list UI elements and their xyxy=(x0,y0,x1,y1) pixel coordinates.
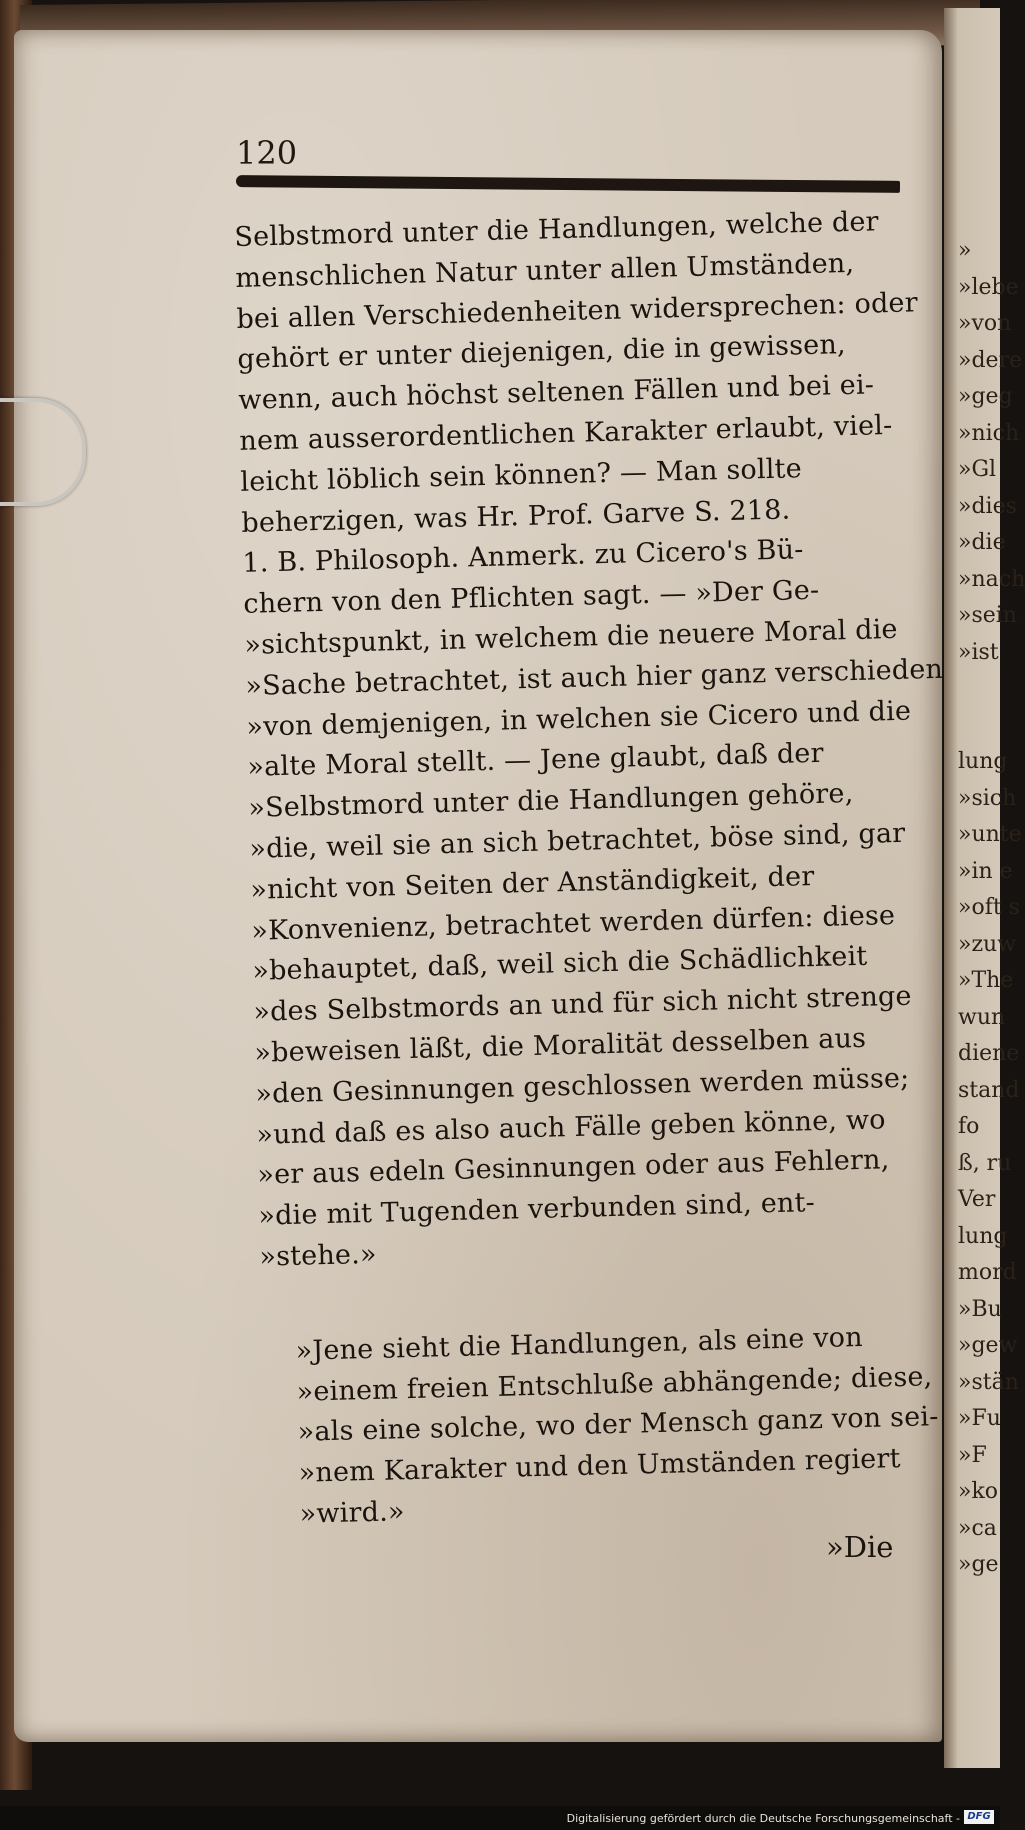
facing-page-text-fragment: »geg xyxy=(958,384,1013,409)
facing-page-text-fragment: »ist xyxy=(958,639,999,665)
facing-page-text-fragment: »oft s xyxy=(958,895,1020,920)
facing-page-text-fragment: diene xyxy=(958,1041,1020,1066)
facing-page-edge xyxy=(944,8,1025,1768)
text-line: »des Selbstmords an und für sich nicht strenge xyxy=(253,980,912,1028)
facing-page-text-fragment: »in e xyxy=(958,858,1013,884)
facing-page-text-fragment: »nich xyxy=(958,420,1020,446)
facing-page-text-fragment: fo xyxy=(958,1114,980,1139)
text-line: »als eine solche, wo der Mensch ganz von sei- xyxy=(297,1401,939,1449)
text-line: »behauptet, daß, weil sich die Schädlichkeit xyxy=(252,941,868,988)
text-line: »Sache betrachtet, ist auch hier ganz verschieden xyxy=(245,653,944,702)
page-number: 120 xyxy=(236,134,298,172)
facing-page-text-fragment: »sich xyxy=(958,785,1017,811)
text-line: »und daß es also auch Fälle geben könne, wo xyxy=(256,1103,887,1151)
facing-page-text-fragment: lung xyxy=(958,1223,1008,1249)
text-line: menschlichen Natur unter allen Umständen, xyxy=(235,247,855,294)
facing-page-text-fragment: »unte xyxy=(958,822,1022,847)
dfg-logo: DFG xyxy=(964,1810,994,1824)
facing-page-text-fragment: lung xyxy=(958,749,1008,774)
page-text xyxy=(234,202,944,1537)
text-line: 1. B. Philosoph. Anmerk. zu Cicero's Bü- xyxy=(242,534,804,580)
text-line: »Jene sieht die Handlungen, als eine von xyxy=(295,1321,864,1367)
facing-page-text-fragment: »ge xyxy=(958,1552,999,1577)
text-line: chern von den Pflichten sagt. — »Der Ge- xyxy=(243,574,820,621)
facing-page-text-fragment: »ko xyxy=(958,1479,999,1504)
text-line: »von demjenigen, in welchen sie Cicero und die xyxy=(246,695,912,743)
facing-page-text-fragment: ß, ru xyxy=(958,1150,1012,1176)
text-line: »wird.» xyxy=(299,1496,406,1530)
footer-credit: Digitalisierung gefördert durch die Deutsche Forschungsgemeinschaft - xyxy=(566,1812,960,1825)
facing-page-text-fragment: »stän xyxy=(958,1369,1019,1395)
facing-page-text-fragment: »ca xyxy=(958,1515,997,1541)
text-line: nem ausserordentlichen Karakter erlaubt, viel- xyxy=(239,409,893,457)
facing-page-text-fragment: »Bu xyxy=(958,1296,1002,1322)
facing-page-text-fragment: stand xyxy=(958,1077,1020,1103)
text-line: leicht löblich sein können? — Man sollte xyxy=(240,452,803,498)
text-line: »stehe.» xyxy=(259,1238,378,1273)
text-line: »die, weil sie an sich betrachtet, böse sind, gar xyxy=(249,817,906,865)
paragraph-2 xyxy=(261,1316,939,1536)
facing-page-text-fragment: »zuw xyxy=(958,931,1017,957)
facing-page-text-fragment: wun xyxy=(958,1004,1006,1030)
text-line: »nem Karakter und den Umständen regiert xyxy=(298,1443,901,1489)
facing-page-text-fragment: »Gl xyxy=(958,457,997,482)
facing-page-text-fragment: »Fu xyxy=(958,1406,1001,1431)
text-line: bei allen Verschiedenheiten widersprechen: oder xyxy=(236,286,919,335)
catchword: »Die xyxy=(826,1530,894,1564)
facing-page-text-fragment: » xyxy=(958,238,972,263)
text-line: »die mit Tugenden verbunden sind, ent- xyxy=(258,1187,816,1232)
text-line: »beweisen läßt, die Moralität desselben aus xyxy=(254,1022,867,1069)
facing-page-text-fragment: »F xyxy=(958,1442,987,1468)
facing-page-text-fragment: »dere xyxy=(958,347,1023,373)
text-line: beherzigen, was Hr. Prof. Garve S. 218. xyxy=(241,494,791,539)
facing-page-text-fragment: mord xyxy=(958,1260,1017,1285)
facing-page-text-fragment: »The xyxy=(958,968,1014,993)
text-line: »einem freien Entschluße abhängende; diese, xyxy=(296,1360,933,1408)
text-line: »alte Moral stellt. — Jene glaubt, daß der xyxy=(247,738,825,784)
text-line: gehört er unter diejenigen, die in gewissen, xyxy=(237,329,847,376)
text-line: »sichtspunkt, in welchem die neuere Moral die xyxy=(244,613,899,661)
text-line: wenn, auch höchst seltenen Fällen und bei ei- xyxy=(238,369,875,417)
facing-page-text-fragment: Ver xyxy=(958,1187,996,1212)
text-line: »nicht von Seiten der Anständigkeit, der xyxy=(250,860,815,906)
facing-page-text-fragment: »von xyxy=(958,311,1012,336)
facing-page-text-fragment: »gew xyxy=(958,1333,1018,1358)
paragraph-1 xyxy=(234,202,944,1279)
facing-page-text-fragment: »dies xyxy=(958,493,1017,519)
text-line: »den Gesinnungen geschlossen werden müsse; xyxy=(255,1062,910,1110)
facing-page-text-fragment: »die xyxy=(958,530,1006,555)
facing-page-text-fragment: »lebe xyxy=(958,274,1019,300)
text-line: »Konvenienz, betrachtet werden dürfen: diese xyxy=(251,899,896,947)
text-line: Selbstmord unter die Handlungen, welche der xyxy=(234,206,880,253)
text-line: »Selbstmord unter die Handlungen gehöre, xyxy=(248,778,854,824)
facing-page-text-fragment: »nach xyxy=(958,566,1025,592)
facing-page-text-fragment: »sein xyxy=(958,603,1017,628)
text-line: »er aus edeln Gesinnungen oder aus Fehlern, xyxy=(257,1144,890,1192)
